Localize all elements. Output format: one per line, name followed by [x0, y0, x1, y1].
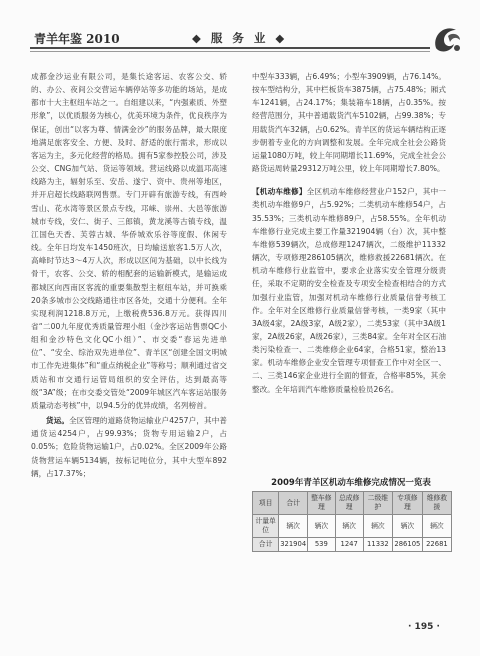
- table-header-row: [253, 492, 452, 515]
- table-header-cell: 维修救援: [422, 492, 451, 515]
- table-cell: 辆次: [363, 515, 392, 538]
- table-cell: 1247: [335, 538, 363, 552]
- paragraph-bus-station: 成都金沙运业有限公司，是集长途客运、农客公交、轿的、办公、夜间公交营运车辆停站等多功能的场站，是成都市十大主枢纽车站之一。自组建以来，“内强素质、外塑形象”，以优质服务为核心，优美环境为条件，优良秩序为保证，创出“以客为尊、情满金沙”的服务品牌，最大限度地满足旅客安全、方便、及时、舒适的旅行需求，形成以客运为主，多元化经营的格局。拥有5家参控股公司，涉及公交、CNG加气站、货运等领域。营运线路以成温邛高速线路为主，辐射乐至、安岳、遂宁、资中、贵州等地区，并开启超长线路联网售票。专门开辟有旅游专线，有西岭雪山、花水湾等景区景点专线，邛崃、崇州、大邑等旅游城市专线，安仁、街子、三郎镇，黄龙溪等古镇专线，温江国色天香、芙蓉古城、华侨城欢乐谷等度假、休闲专线。全年日均发车1450班次，日均输送旅客1.5万人次，高峰时节达3～4万人次，形成以区间为基础，以中长线为骨干，农客、公交、轿的相配套的运输新模式，是输运成都城区向西南区客流的重要集散型主枢纽车站，并可换乘20条多城市公交线路通往市区各处，交通十分便利。全年实现利润1218.8万元，上缴税费536.8万元。获得四川省“二00九年度优秀质量管理小组（金沙客运站售票QC小组和金沙特色文化QC小组）”、市交委“春运先进单位”、“安全、综治双先进单位”、青羊区“创建全国文明城市工作先进集体”和“重点纳税企业”等称号；顺利通过省交质站和市交通行运管局组织的安全评估，达到最高等级“3A”级；在市交委交管处“2009年城区汽车客运站服务质量动态考核”中，以94.5分的优异成绩，名列榜首。: [31, 72, 227, 410]
- repair-summary-table: [252, 491, 452, 552]
- table-cell: 计量单位: [253, 515, 279, 538]
- table-cell: 辆次: [335, 515, 363, 538]
- table-cell: 合计: [253, 538, 279, 552]
- table-header-cell: 专项修理: [392, 492, 422, 515]
- table-header-cell: 整车修理: [308, 492, 335, 515]
- table-cell: 辆次: [422, 515, 451, 538]
- paragraph-freight-continued: 中型车333辆，占6.49%；小型车3909辆，占76.14%。按车型结构分，其中栏板货车3875辆，占75.48%；厢式车1241辆，占24.17%；集装箱车18辆，占0.35%。按经营范围分，其中普通载货汽车5102辆，占99.38%；专用载货汽车32辆，占0.62%。青羊区的货运车辆结构正逐步朝着专业化的方向调整和发展。全年完成全社会公路货运量1080万吨，较上年同期增长11.69%，完成全社会公路货运周转量29312万吨公里，较上年同期增长7.80%。: [252, 72, 446, 174]
- paragraph-freight-text: 全区管理的道路货物运输业户4257户，其中普通货运4254户，占99.93%；货物专用运输2户，占0.05%；危险货物运输1户，占0.02%。全区2009年公路货物营运车辆5134辆，按标记吨位分，其中大型车892辆，占17.37%；: [31, 416, 228, 478]
- ornament-logo-icon: [430, 22, 464, 56]
- left-column: [31, 70, 227, 480]
- right-column: [252, 70, 446, 396]
- table-cell: 11332: [363, 538, 392, 552]
- table-header-cell: 项目: [253, 492, 279, 515]
- paragraph-vehicle-repair-text: 全区机动车维修经营业户152户，其中一类机动车维修9户，占5.92%；二类机动车维修54户，占35.53%；三类机动车维修89户，占58.55%。全年机动车维修行业完成主要工作量321904辆（台）次，其中整车维修539辆次，总成修理1247辆次，二级维护11332辆次，专项修理286105辆次，维修救援22681辆次。在机动车维修行业监管中，要求企业落实安全管理分级责任，采取不定期的安全检查及专项安全检查相结合的方式加强行业监管，加强对机动车维修行业质量信誉考核工作。全年对全区维修行业质量信誉考核，一类9家（其中3A级4家，2A级3家，A级2家），二类53家（其中3A级1家，2A级26家，A级26家），三类84家。全年对全区石油类污染检查一、二类维修企业64家，合格51家，整治13家。机动车维修企业安全管理专项督查工作中对全区一、二、三类146家企业进行全面的督查，合格率85%，其余整改。全年培训汽车维修质量检验员26名。: [252, 187, 447, 394]
- keyword-freight: 货运。: [46, 416, 70, 426]
- table-cell: 辆次: [308, 515, 335, 538]
- table-cell: 22681: [422, 538, 451, 552]
- keyword-vehicle-repair: 【机动车维修】: [252, 187, 307, 197]
- table-cell: 286105: [392, 538, 422, 552]
- table-header-cell: 合计: [279, 492, 308, 515]
- table-cell: 辆次: [392, 515, 422, 538]
- header-rule: [30, 47, 430, 49]
- table-title: 2009年青羊区机动车维修完成情况一览表: [271, 478, 431, 488]
- table-header-cell: 二级维护: [363, 492, 392, 515]
- yearbook-title: 青羊年鉴 2010: [34, 32, 120, 46]
- paragraph-freight: [31, 414, 227, 480]
- paragraph-vehicle-repair: [252, 185, 446, 396]
- header-rule-thin: [30, 51, 430, 52]
- table-cell: 539: [308, 538, 335, 552]
- table-header-cell: 总成修理: [335, 492, 363, 515]
- section-title: ◆ 服 务 业 ◆: [192, 31, 288, 45]
- table-row: [253, 538, 452, 552]
- page-number: · 195 ·: [408, 622, 440, 632]
- table-cell: 辆次: [279, 515, 308, 538]
- table-cell: 321904: [279, 538, 308, 552]
- table-row: [253, 515, 452, 538]
